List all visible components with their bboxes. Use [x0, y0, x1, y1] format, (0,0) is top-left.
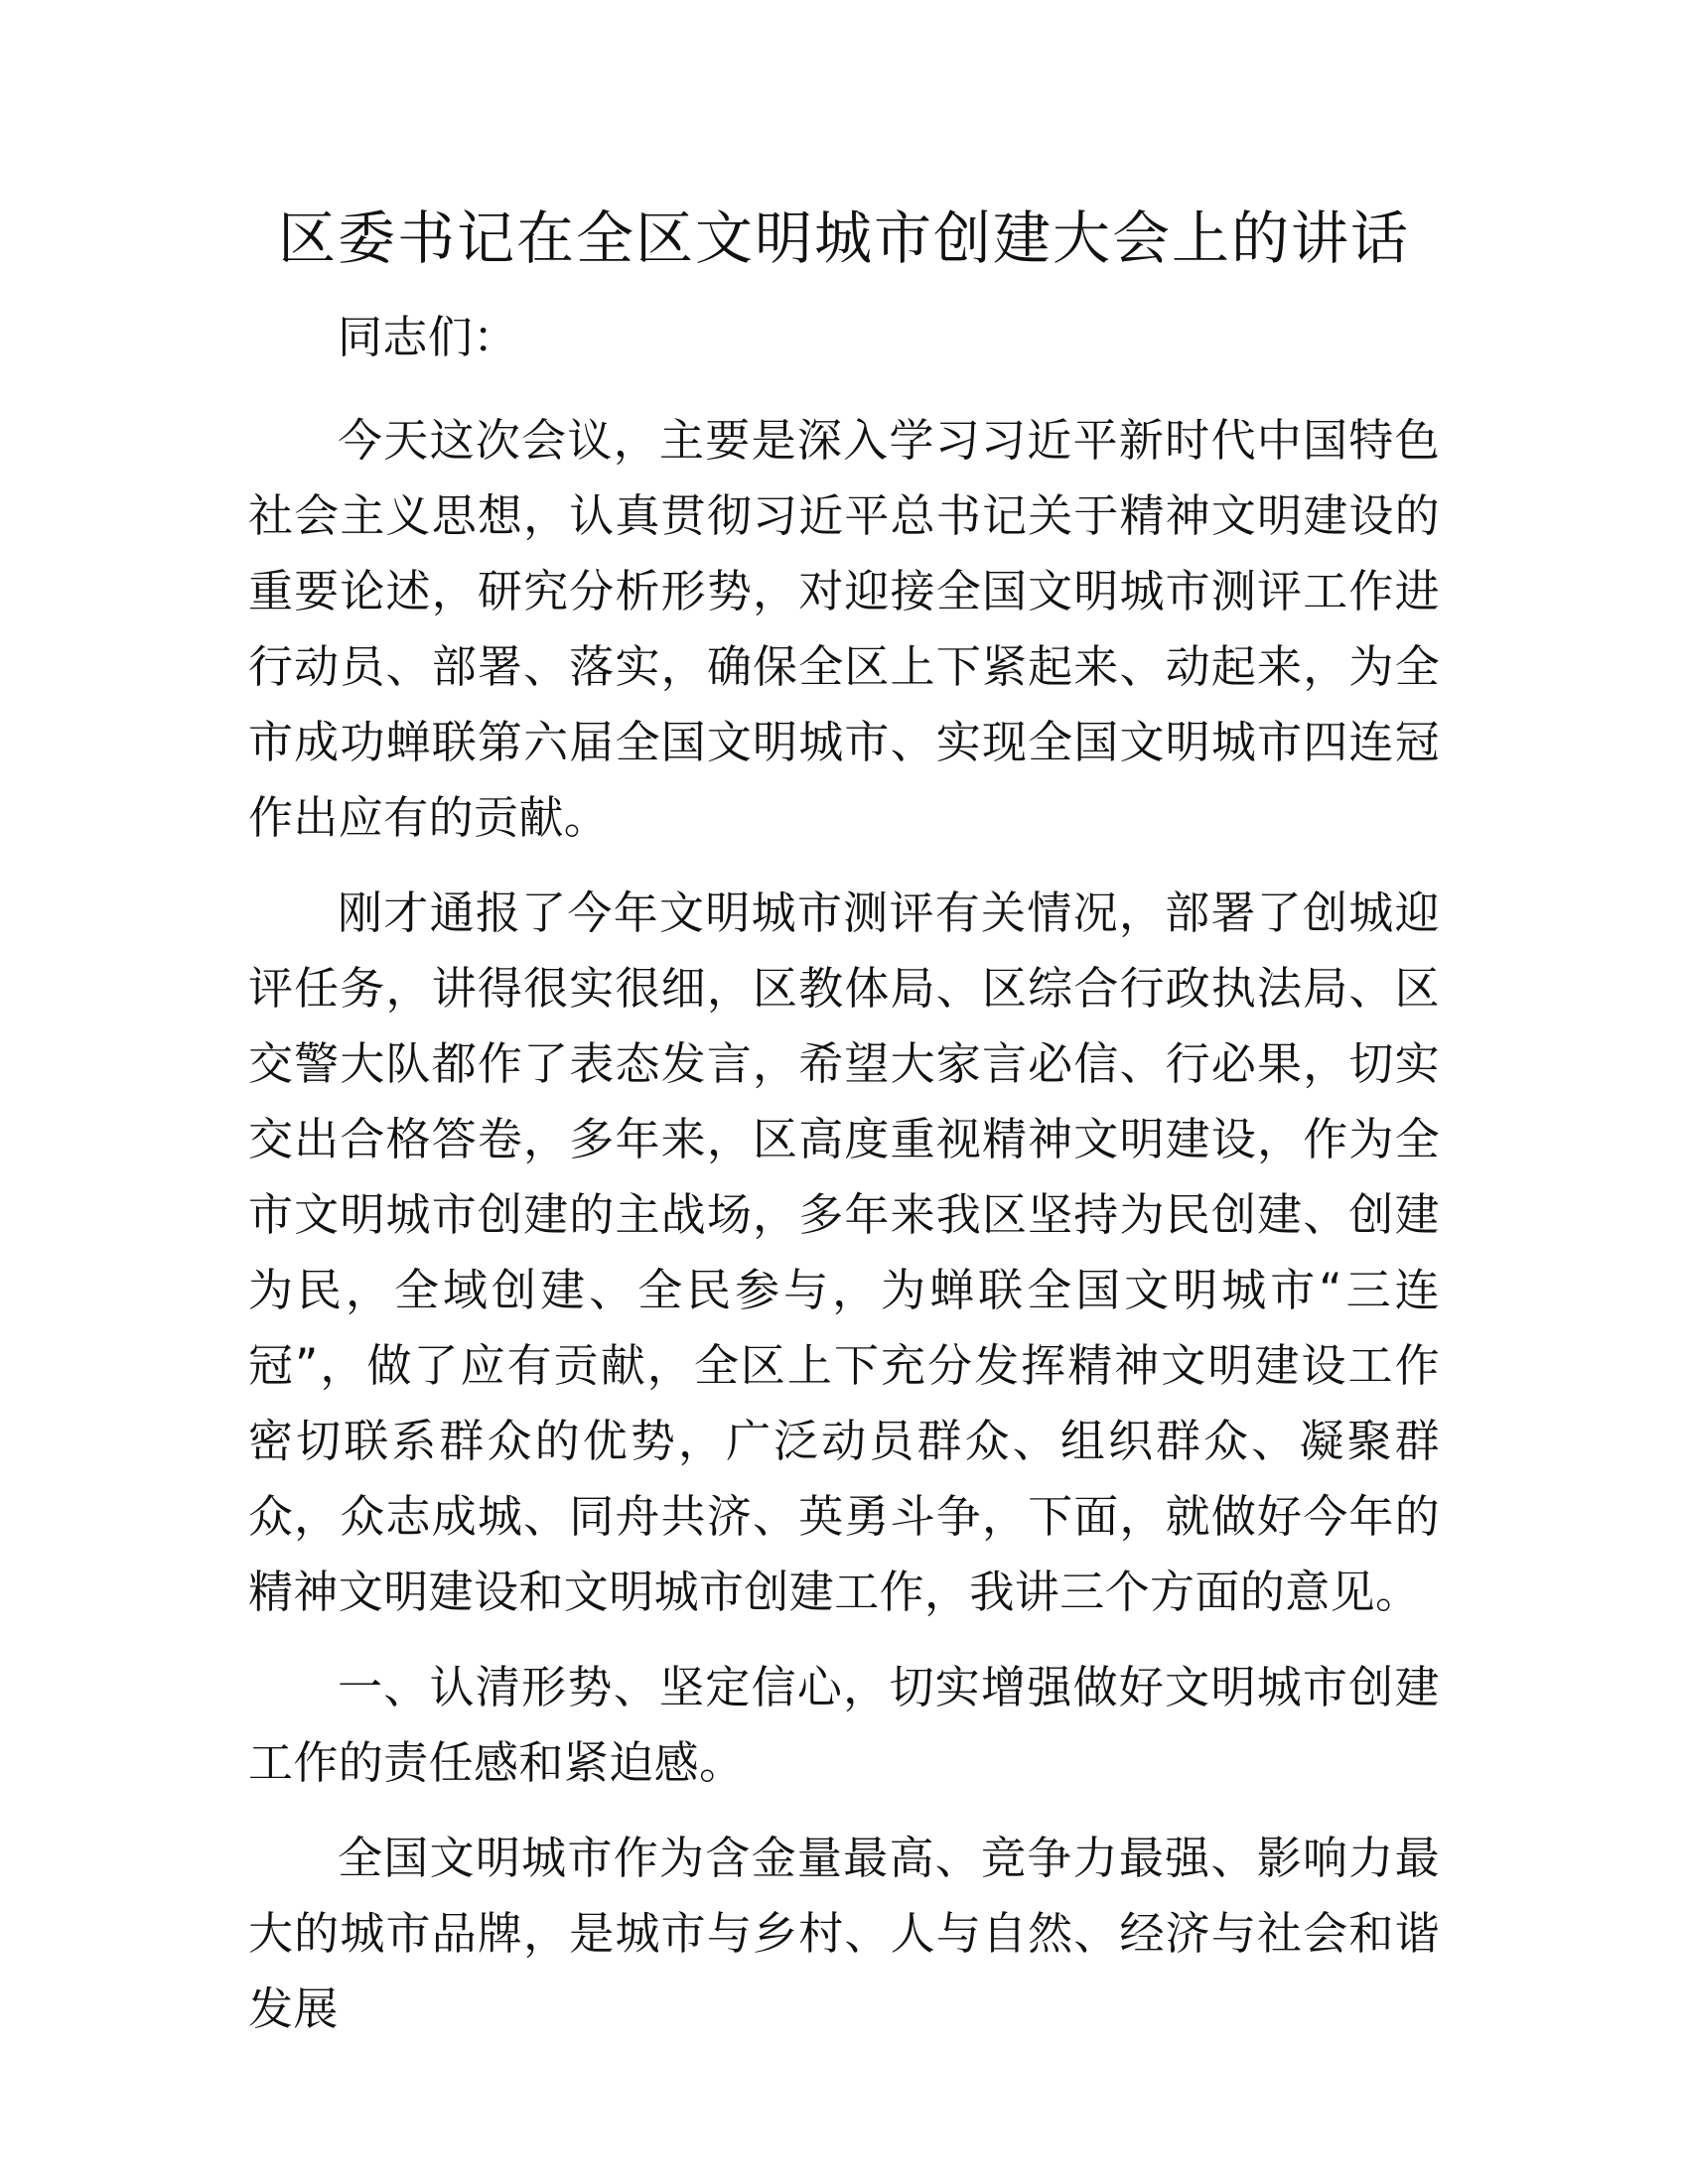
paragraph-opening: 今天这次会议，主要是深入学习习近平新时代中国特色社会主义思想，认真贯彻习近平总书记关于精神文明建设的重要论述，研究分析形势，对迎接全国文明城市测评工作进行动员、部署、落实，确保全区上下紧起来、动起来，为全市成功蝉联第六届全国文明城市、实现全国文明城市四连冠作出应有的贡献。	[248, 414, 1440, 844]
document-body	[248, 300, 1440, 2067]
salutation: 同志们：	[338, 311, 518, 363]
document-title: 区委书记在全区文明城市创建大会上的讲话	[277, 205, 1410, 272]
section-heading-one: 一、认清形势、坚定信心，切实增强做好文明城市创建工作的责任感和紧迫感。	[248, 1661, 1440, 1789]
paragraph-section-one: 全国文明城市作为含金量最高、竞争力最强、影响力最大的城市品牌，是城市与乡村、人与自然、经济与社会和谐发展	[248, 1832, 1440, 2035]
paragraph-review: 刚才通报了今年文明城市测评有关情况，部署了创城迎评任务，讲得很实很细，区教体局、区综合行政执法局、区交警大队都作了表态发言，希望大家言必信、行必果，切实交出合格答卷，多年来，区高度重视精神文明建设，作为全市文明城市创建的主战场，多年来我区坚持为民创建、创建为民，全域创建、全民参与，为蝉联全国文明城市“三连冠”，做了应有贡献，全区上下充分发挥精神文明建设工作密切联系群众的优势，广泛动员群众、组织群众、凝聚群众，众志成城、同舟共济、英勇斗争，下面，就做好今年的精神文明建设和文明城市创建工作，我讲三个方面的意见。	[248, 887, 1440, 1618]
